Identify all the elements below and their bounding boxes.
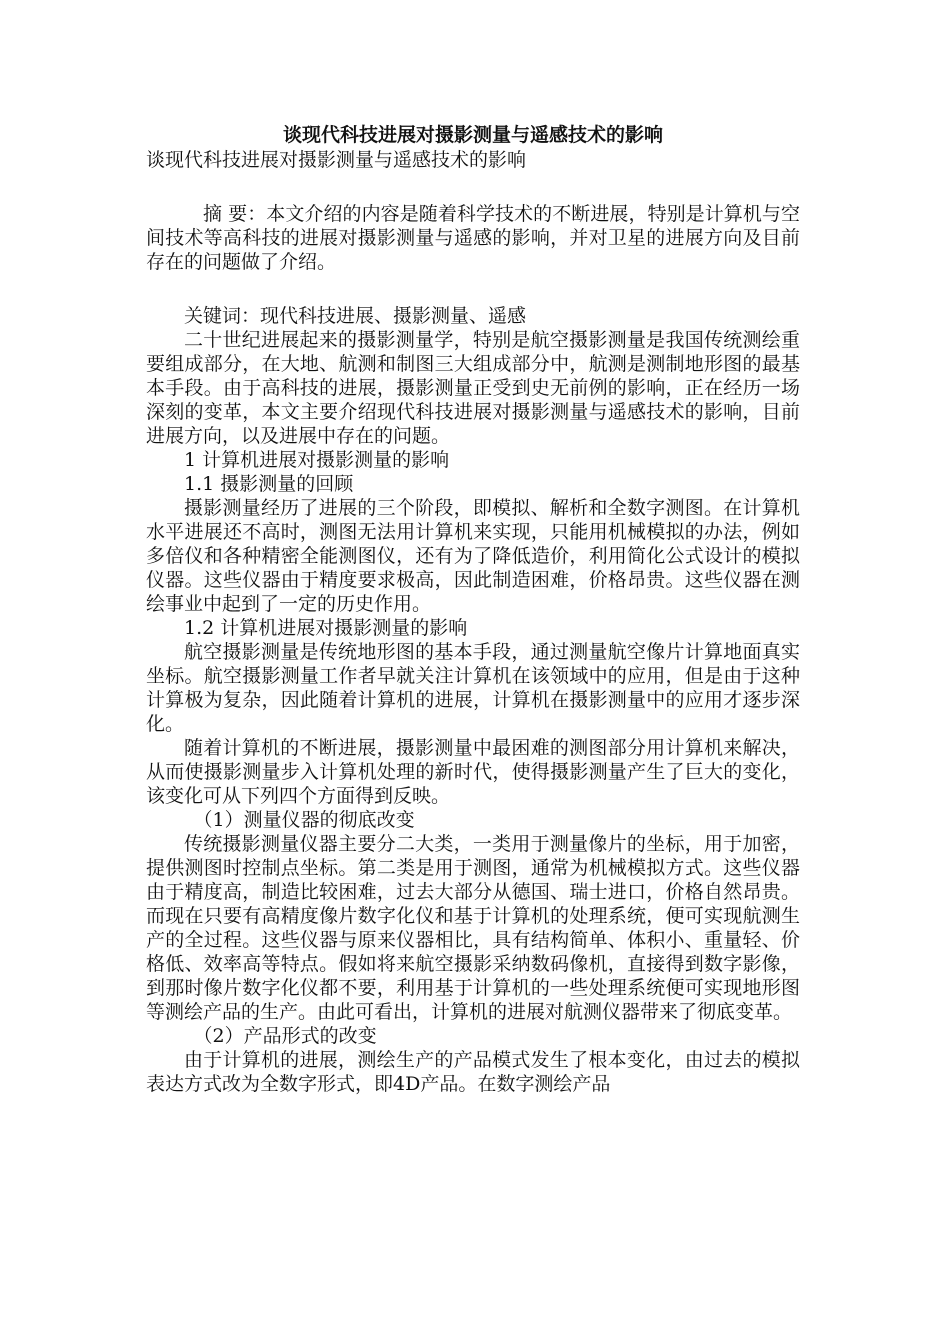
item-1-paragraph: 传统摄影测量仪器主要分二大类，一类用于测量像片的坐标，用于加密，提供测图时控制点坐标。第二类是用于测图，通常为机械模拟方式。这些仪器由于精度高，制造比较困难，过去大部分从德国、瑞士进口，价格自然昂贵。而现在只要有高精度像片数字化仪和基于计算机的处理系统，便可实现航测生产的全过程。这些仪器与原来仪器相比，具有结构简单、体积小、重量轻、价格低、效率高等特点。假如将来航空摄影采纳数码像机，直接得到数字影像，到那时像片数字化仪都不要，利用基于计算机的一些处理系统便可实现地形图等测绘产品的生产。由此可看出，计算机的进展对航测仪器带来了彻底变革。 xyxy=(146,833,800,1023)
spacer xyxy=(146,274,800,304)
item-2-heading: （2）产品形式的改变 xyxy=(193,1025,377,1047)
section-1-2-heading: 1.2 计算机进展对摄影测量的影响 xyxy=(184,617,468,639)
item-1-heading: （1）测量仪器的彻底改变 xyxy=(193,809,415,831)
section-1-2-paragraph-2: 随着计算机的不断进展，摄影测量中最困难的测图部分用计算机来解决，从而使摄影测量步入计算机处理的新时代，使得摄影测量产生了巨大的变化，该变化可从下列四个方面得到反映。 xyxy=(146,737,800,807)
spacer xyxy=(146,172,800,202)
intro-paragraph: 二十世纪进展起来的摄影测量学，特别是航空摄影测量是我国传统测绘重要组成部分，在大地、航测和制图三大组成部分中，航测是测制地形图的最基本手段。由于高科技的进展，摄影测量正受到史无前例的影响，正在经历一场深刻的变革，本文主要介绍现代科技进展对摄影测量与遥感技术的影响，目前进展方向，以及进展中存在的问题。 xyxy=(146,329,800,447)
abstract-paragraph: 摘 要：本文介绍的内容是随着科学技术的不断进展，特别是计算机与空间技术等高科技的进展对摄影测量与遥感的影响，并对卫星的进展方向及目前存在的问题做了介绍。 xyxy=(146,203,800,273)
section-1-heading: 1 计算机进展对摄影测量的影响 xyxy=(184,449,450,471)
document-page xyxy=(146,122,800,1096)
section-1-2-paragraph-1: 航空摄影测量是传统地形图的基本手段，通过测量航空像片计算地面真实坐标。航空摄影测量工作者早就关注计算机在该领域中的应用，但是由于这种计算极为复杂，因此随着计算机的进展，计算机在摄影测量中的应用才逐步深化。 xyxy=(146,641,800,735)
item-2-paragraph: 由于计算机的进展，测绘生产的产品模式发生了根本变化，由过去的模拟表达方式改为全数字形式，即4D产品。在数字测绘产品 xyxy=(146,1049,800,1095)
document-title: 谈现代科技进展对摄影测量与遥感技术的影响 xyxy=(282,124,663,146)
section-1-1-paragraph: 摄影测量经历了进展的三个阶段，即模拟、解析和全数字测图。在计算机水平进展还不高时，测图无法用计算机来实现，只能用机械模拟的办法，例如多倍仪和各种精密全能测图仪，还有为了降低造价，利用简化公式设计的模拟仪器。这些仪器由于精度要求极高，因此制造困难，价格昂贵。这些仪器在测绘事业中起到了一定的历史作用。 xyxy=(146,497,800,615)
section-1-1-heading: 1.1 摄影测量的回顾 xyxy=(184,473,354,495)
document-subtitle: 谈现代科技进展对摄影测量与遥感技术的影响 xyxy=(146,149,527,171)
keywords-line: 关键词：现代科技进展、摄影测量、遥感 xyxy=(184,305,527,327)
